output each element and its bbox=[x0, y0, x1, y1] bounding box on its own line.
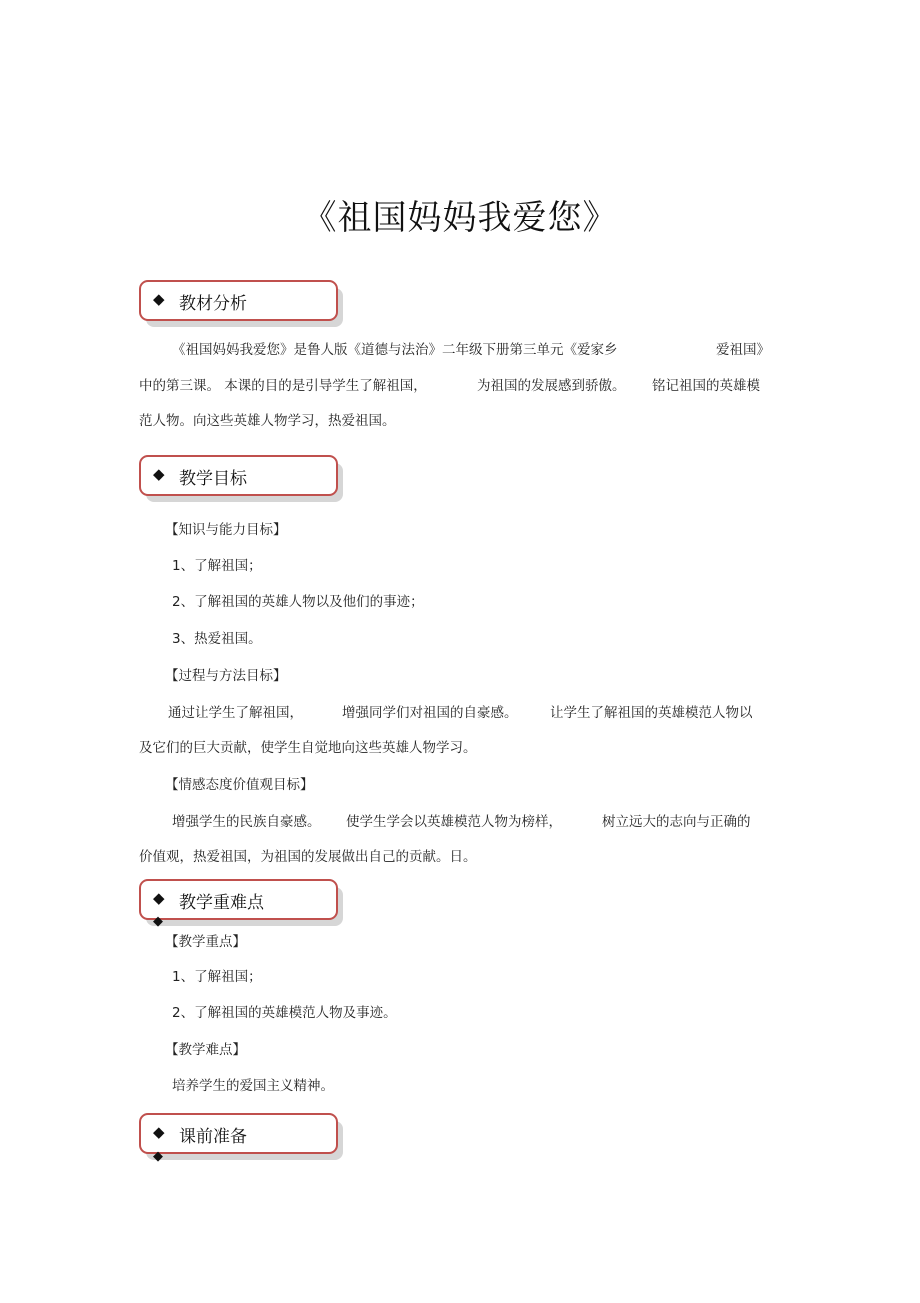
diamond-icon: ◆ bbox=[153, 290, 165, 308]
process-goal-line-1c: 让学生了解祖国的英雄模范人物以 bbox=[550, 705, 753, 721]
emotion-goal-line-1a: 增强学生的民族自豪感。 bbox=[172, 814, 321, 830]
section-heading-goals bbox=[139, 455, 338, 496]
section-heading-preparation bbox=[139, 1113, 338, 1154]
difficult-point-title: 【教学难点】 bbox=[165, 1042, 246, 1058]
section-heading-label: 教学目标 bbox=[179, 469, 247, 489]
section-heading-analysis bbox=[139, 280, 338, 321]
page-title: 《祖国妈妈我爱您》 bbox=[302, 198, 618, 238]
section-heading-keypoints bbox=[139, 879, 338, 920]
analysis-line-2c: 铭记祖国的英雄模 bbox=[652, 378, 760, 394]
emotion-goal-title: 【情感态度价值观目标】 bbox=[165, 777, 314, 793]
knowledge-goal-title: 【知识与能力目标】 bbox=[165, 522, 287, 538]
knowledge-goal-item-2: 2、了解祖国的英雄人物以及他们的事迹； bbox=[172, 594, 424, 610]
analysis-line-2a: 中的第三课。 本课的目的是引导学生了解祖国， bbox=[139, 378, 427, 394]
diamond-icon: ◆ bbox=[153, 914, 163, 929]
process-goal-line-2: 及它们的巨大贡献，使学生自觉地向这些英雄人物学习。 bbox=[139, 740, 477, 756]
difficult-point-item-1: 培养学生的爱国主义精神。 bbox=[172, 1078, 334, 1094]
emotion-goal-line-1c: 树立远大的志向与正确的 bbox=[602, 814, 751, 830]
diamond-icon: ◆ bbox=[153, 1123, 165, 1141]
analysis-line-3: 范人物。向这些英雄人物学习，热爱祖国。 bbox=[139, 413, 396, 429]
analysis-line-1b: 爱祖国》 bbox=[716, 342, 770, 358]
section-heading-label: 教学重难点 bbox=[179, 893, 264, 913]
emotion-goal-line-2: 价值观，热爱祖国，为祖国的发展做出自己的贡献。日。 bbox=[139, 849, 477, 865]
process-goal-title: 【过程与方法目标】 bbox=[165, 668, 287, 684]
process-goal-line-1a: 通过让学生了解祖国， bbox=[168, 705, 303, 721]
knowledge-goal-item-1: 1、了解祖国； bbox=[172, 558, 262, 574]
emotion-goal-line-1b: 使学生学会以英雄模范人物为榜样， bbox=[346, 814, 562, 830]
section-heading-label: 教材分析 bbox=[179, 294, 247, 314]
section-heading-label: 课前准备 bbox=[179, 1127, 247, 1147]
key-point-item-1: 1、了解祖国； bbox=[172, 969, 262, 985]
diamond-icon: ◆ bbox=[153, 1149, 163, 1164]
knowledge-goal-item-3: 3、热爱祖国。 bbox=[172, 631, 262, 647]
diamond-icon: ◆ bbox=[153, 465, 165, 483]
analysis-line-2b: 为祖国的发展感到骄傲。 bbox=[477, 378, 626, 394]
key-point-title: 【教学重点】 bbox=[165, 934, 246, 950]
analysis-line-1a: 《祖国妈妈我爱您》是鲁人版《道德与法治》二年级下册第三单元《爱家乡 bbox=[172, 342, 618, 358]
key-point-item-2: 2、了解祖国的英雄模范人物及事迹。 bbox=[172, 1005, 397, 1021]
diamond-icon: ◆ bbox=[153, 889, 165, 907]
process-goal-line-1b: 增强同学们对祖国的自豪感。 bbox=[342, 705, 518, 721]
